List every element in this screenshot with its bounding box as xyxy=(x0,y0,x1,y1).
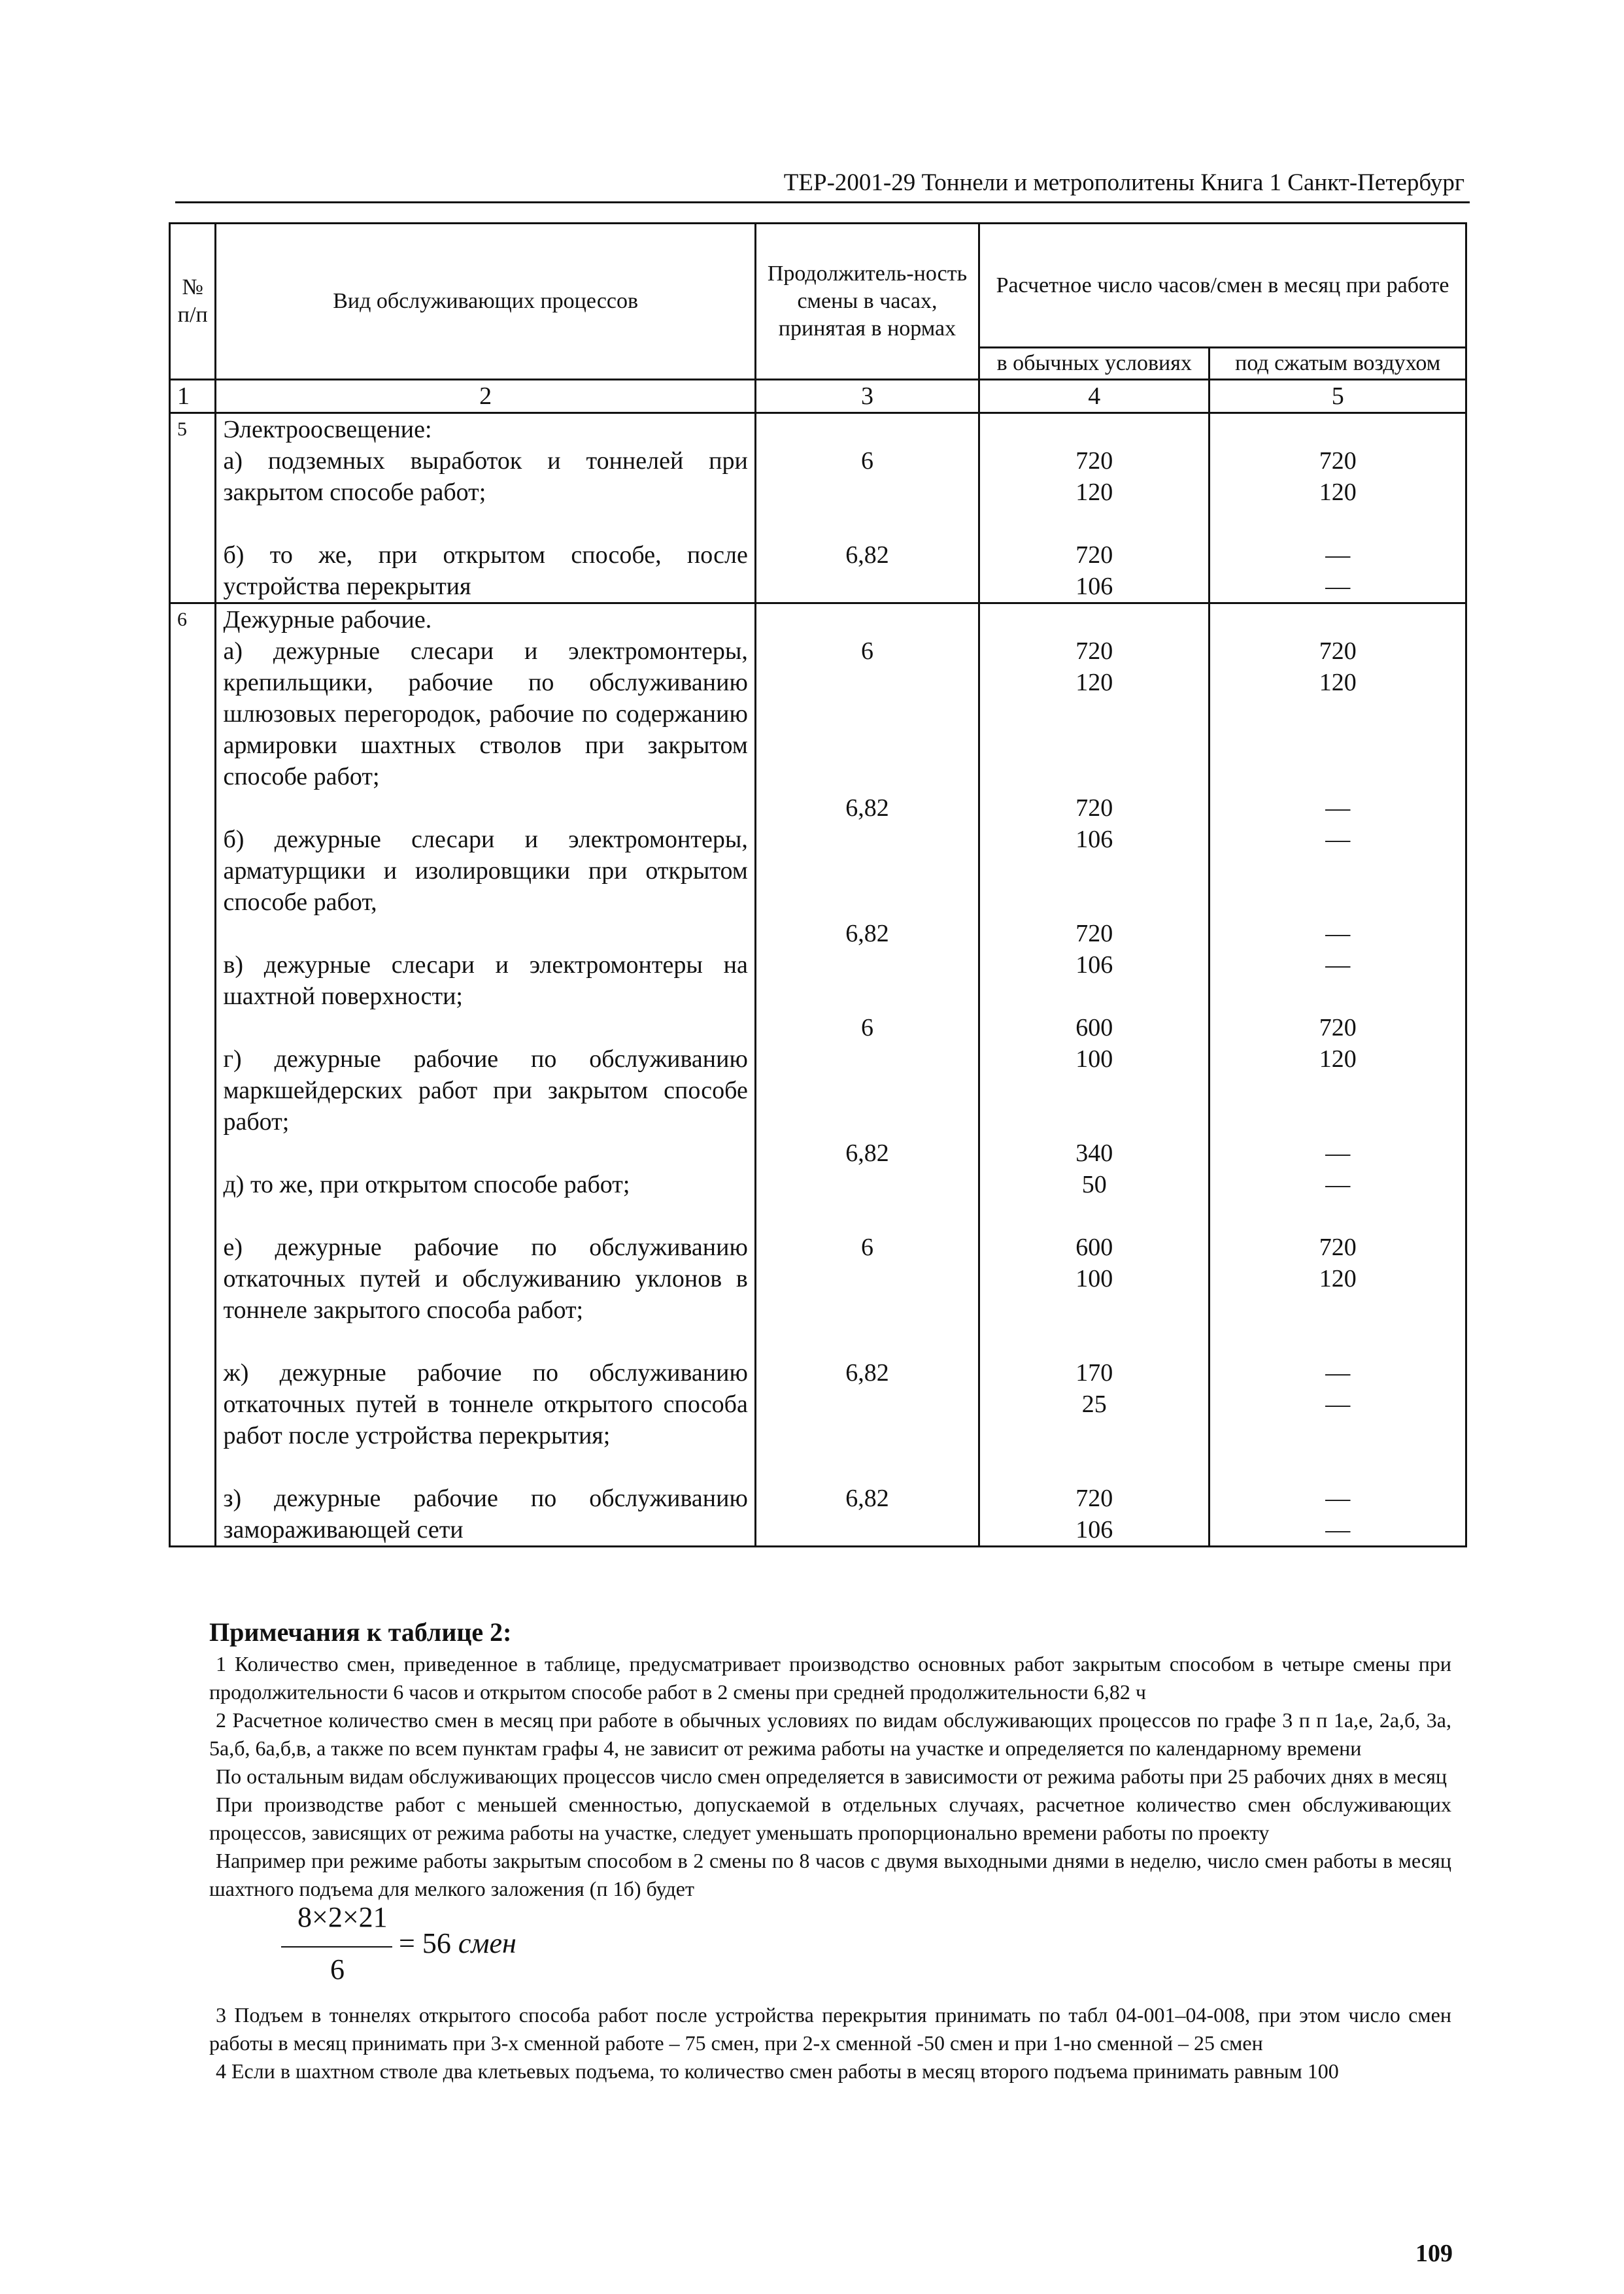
compressed-a1: 720 xyxy=(1319,447,1357,475)
compressed-a2: 120 xyxy=(1319,479,1357,506)
table-header-row xyxy=(170,224,1466,348)
duration-a: 6 xyxy=(860,637,873,665)
header-title: ТЕР-2001-29 Тоннели и метрополитены Книга 1 Санкт-Петербург xyxy=(783,169,1464,196)
compressed-g1: 720 xyxy=(1319,1014,1357,1041)
compressed-e2: 120 xyxy=(1319,1265,1357,1292)
row-description xyxy=(216,603,755,1547)
normal-a1: 720 xyxy=(1075,637,1113,665)
compressed-v1: — xyxy=(1325,920,1351,947)
header-calc: Расчетное число часов/смен в месяц при работе xyxy=(979,224,1466,348)
colnum: 4 xyxy=(979,380,1210,413)
compressed-b2: — xyxy=(1325,826,1351,853)
row-description xyxy=(216,413,755,603)
page-header xyxy=(175,169,1470,203)
row-number: 5 xyxy=(170,413,216,603)
note-1: 1 Количество смен, приведенное в таблице, предусматривает производство основных работ закрытым способом в четыре смены при продолжительности 6 часов и открытом способе работ в 2 смены при средней продолжительности 6,82 ч xyxy=(209,1652,1451,1704)
normal-v2: 106 xyxy=(1075,951,1113,979)
compressed-z1: — xyxy=(1325,1485,1351,1512)
header-compressed: под сжатым воздухом xyxy=(1210,348,1466,380)
formula-result: = 56 смен xyxy=(399,1927,516,1959)
normal-z1: 720 xyxy=(1075,1485,1113,1512)
page-number: 109 xyxy=(1415,2240,1453,2267)
normal-b1: 720 xyxy=(1075,541,1113,569)
item-title: Дежурные рабочие. xyxy=(223,606,432,633)
normal-b2: 106 xyxy=(1075,826,1113,853)
duration-a: 6 xyxy=(860,447,873,475)
duration-b: 6,82 xyxy=(845,794,889,822)
compressed-e1: 720 xyxy=(1319,1234,1357,1261)
header-num: № п/п xyxy=(170,224,216,380)
colnum: 3 xyxy=(755,380,979,413)
duration-b: 6,82 xyxy=(845,541,889,569)
compressed-d2: — xyxy=(1325,1171,1351,1198)
compressed-zh1: — xyxy=(1325,1359,1351,1387)
formula-unit: смен xyxy=(458,1927,516,1959)
note-5: Например при режиме работы закрытым способом в 2 смены по 8 часов с двумя выходными днями в неделю, число смен работы в месяц шахтного подъема для мелкого заложения (п 1б) будет xyxy=(209,1849,1451,1900)
note-4: При производстве работ с меньшей сменностью, допускаемой в отдельных случаях, расчетное количество смен обслуживающих процессов, зависящих от режима работы на участке, следует уменьшать пропорционально времени работы по проекту xyxy=(209,1793,1451,1844)
normal-cell xyxy=(979,603,1210,1547)
compressed-b1: — xyxy=(1325,794,1351,822)
duration-cell xyxy=(755,413,979,603)
compressed-z2: — xyxy=(1325,1516,1351,1543)
normal-g1: 600 xyxy=(1075,1014,1113,1041)
note-3: По остальным видам обслуживающих процессов число смен определяется в зависимости от режима работы при 25 рабочих днях в месяц xyxy=(216,1764,1447,1788)
duration-g: 6 xyxy=(860,1014,873,1041)
normal-a1: 720 xyxy=(1075,447,1113,475)
item-d: д) то же, при открытом способе работ; xyxy=(223,1171,630,1198)
fraction-line xyxy=(281,1946,392,1948)
compressed-b2: — xyxy=(1325,573,1351,600)
normal-cell xyxy=(979,413,1210,603)
normal-a2: 120 xyxy=(1075,669,1113,696)
normal-zh1: 170 xyxy=(1075,1359,1113,1387)
colnum: 1 xyxy=(170,380,216,413)
normal-d1: 340 xyxy=(1075,1139,1113,1167)
item-b: б) дежурные слесари и электромонтеры, арматурщики и изолировщики при открытом способе работ, xyxy=(223,826,748,916)
normal-z2: 106 xyxy=(1075,1516,1113,1543)
norms-table xyxy=(169,222,1467,1547)
item-b: б) то же, при открытом способе, после устройства перекрытия xyxy=(223,541,748,600)
note-7: 4 Если в шахтном стволе два клетьевых подъема, то количество смен работы в месяц второго подъема принимать равным 100 xyxy=(216,2059,1339,2083)
item-g: г) дежурные рабочие по обслуживанию маркшейдерских работ при закрытом способе работ; xyxy=(223,1045,748,1136)
shift-formula xyxy=(248,1903,1451,2001)
duration-z: 6,82 xyxy=(845,1485,889,1512)
normal-e1: 600 xyxy=(1075,1234,1113,1261)
table-notes xyxy=(209,1618,1451,2085)
compressed-zh2: — xyxy=(1325,1391,1351,1418)
table-row xyxy=(170,413,1466,603)
item-e: е) дежурные рабочие по обслуживанию откаточных путей и обслуживанию уклонов в тоннеле закрытого способа работ; xyxy=(223,1234,748,1324)
compressed-a1: 720 xyxy=(1319,637,1357,665)
compressed-a2: 120 xyxy=(1319,669,1357,696)
item-a: а) дежурные слесари и электромонтеры, крепильщики, рабочие по обслуживанию шлюзовых перегородок, рабочие по содержанию армировки шахтных стволов при закрытом способе работ; xyxy=(223,637,748,790)
duration-cell xyxy=(755,603,979,1547)
normal-b2: 106 xyxy=(1075,573,1113,600)
compressed-cell xyxy=(1210,413,1466,603)
compressed-d1: — xyxy=(1325,1139,1351,1167)
duration-v: 6,82 xyxy=(845,920,889,947)
compressed-b1: — xyxy=(1325,541,1351,569)
notes-title: Примечания к таблице 2: xyxy=(209,1617,512,1647)
header-process: Вид обслуживающих процессов xyxy=(216,224,755,380)
item-title: Электроосвещение: xyxy=(223,416,432,443)
formula-denominator: 6 xyxy=(330,1953,345,1985)
colnum: 5 xyxy=(1210,380,1466,413)
formula-numerator: 8×2×21 xyxy=(297,1901,388,1933)
column-numbers-row xyxy=(170,380,1466,413)
header-normal: в обычных условиях xyxy=(979,348,1210,380)
normal-d2: 50 xyxy=(1081,1171,1107,1198)
item-v: в) дежурные слесари и электромонтеры на шахтной поверхности; xyxy=(223,951,748,1010)
row-number: 6 xyxy=(170,603,216,1547)
item-z: з) дежурные рабочие по обслуживанию замораживающей сети xyxy=(223,1485,748,1543)
colnum: 2 xyxy=(216,380,755,413)
compressed-v2: — xyxy=(1325,951,1351,979)
normal-b1: 720 xyxy=(1075,794,1113,822)
compressed-cell xyxy=(1210,603,1466,1547)
normal-v1: 720 xyxy=(1075,920,1113,947)
normal-zh2: 25 xyxy=(1081,1391,1107,1418)
duration-d: 6,82 xyxy=(845,1139,889,1167)
compressed-g2: 120 xyxy=(1319,1045,1357,1073)
item-zh: ж) дежурные рабочие по обслуживанию откаточных путей в тоннеле открытого способа работ после устройства перекрытия; xyxy=(223,1359,748,1449)
duration-e: 6 xyxy=(860,1234,873,1261)
table-row xyxy=(170,603,1466,1547)
normal-e2: 100 xyxy=(1075,1265,1113,1292)
note-2: 2 Расчетное количество смен в месяц при работе в обычных условиях по видам обслуживающих процессов по графе 3 п п 1а,е, 2а,б, 3а, 5а,б, 6а,б,в, а также по всем пунктам графы 4, не зависит от режима работы на участке и определяется по календарному времени xyxy=(209,1708,1451,1760)
header-duration: Продолжитель-ность смены в часах, принятая в нормах xyxy=(755,224,979,380)
note-6: 3 Подъем в тоннелях открытого способа работ после устройства перекрытия принимать по табл 04-001–04-008, при этом число смен работы в месяц принимать при 3-х сменной работе – 75 смен, при 2-х сменной -50 смен и при 1-но сменной – 25 смен xyxy=(209,2003,1451,2055)
normal-g2: 100 xyxy=(1075,1045,1113,1073)
normal-a2: 120 xyxy=(1075,479,1113,506)
duration-zh: 6,82 xyxy=(845,1359,889,1387)
item-a: а) подземных выработок и тоннелей при закрытом способе работ; xyxy=(223,447,748,506)
